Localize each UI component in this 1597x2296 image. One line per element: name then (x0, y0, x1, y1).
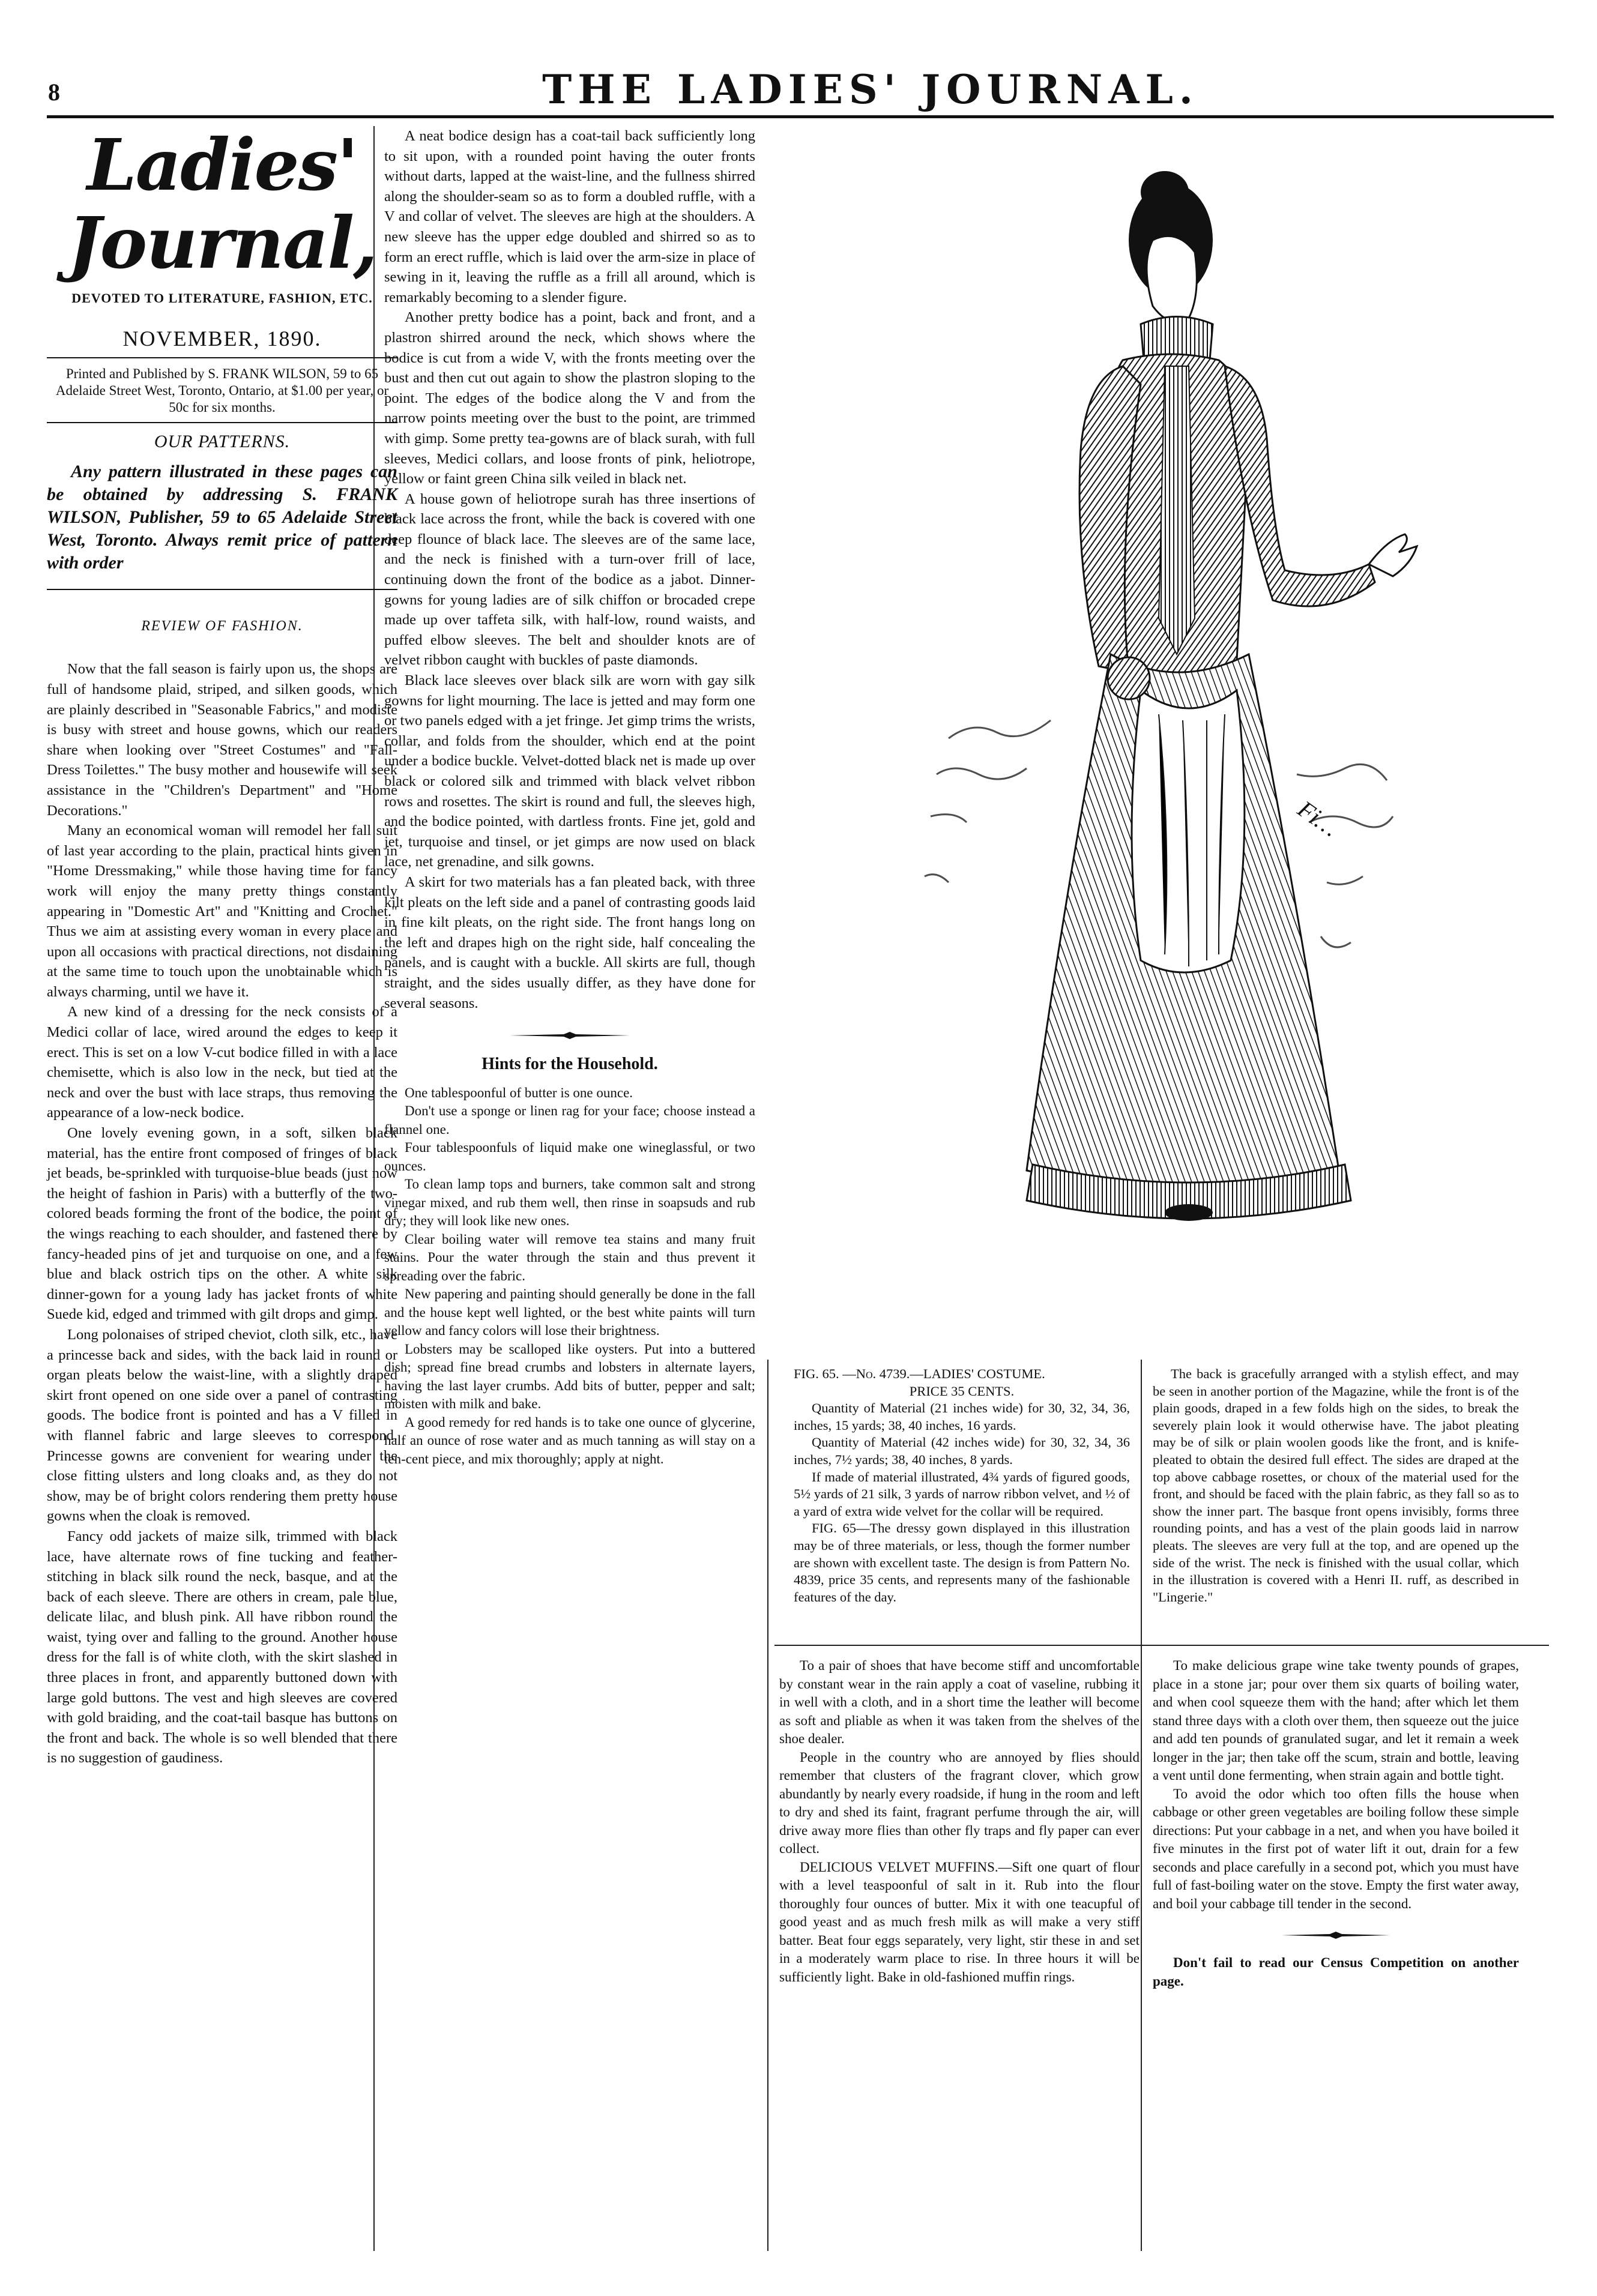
rule (47, 589, 397, 590)
hint-paragraph: To clean lamp tops and burners, take common salt and strong vinegar mixed, and rub them well, then rinse in soapsuds and rub dry; they will look like new ones. (384, 1177, 755, 1229)
top-rule (47, 115, 1554, 118)
column-1 (47, 123, 397, 1768)
review-paragraph: Now that the fall season is fairly upon us, the shops are full of handsome plaid, striped, and silken goods, which are plainly described in "Seasonable Fabrics," and modiste is busy with street and house gowns, which our readers share when looking over "Street Costumes" and "Fall-Dress Toilettes." The busy mother and housewife will seek assistance in the "Children's Department" and "Home Decorations." (47, 661, 397, 819)
hint-paragraph: New papering and painting should generally be done in the fall and the house kept well lighted, or the best white paints will turn yellow and fancy colors will lose their brightness. (384, 1286, 755, 1339)
caption-price: PRICE 35 CENTS. (909, 1383, 1015, 1399)
masthead-title: Ladies' Journal, (67, 123, 377, 285)
ladies-costume-figure-icon (768, 126, 1561, 1357)
review-paragraph: A new kind of a dressing for the neck consists of a Medici collar of lace, wired around the edges to keep it erect. This is set on a low V-cut bodice filled in with a lace chemisette, which is also low in the neck, but tied at the neck and over the bust with lace straps, thus removing the appearance of a low-neck bodice. (47, 1004, 397, 1121)
hint-paragraph: Lobsters may be scalloped like oysters. Put into a buttered dish; spread fine bread crumbs and lobsters in alternate layers, having the last layer crumbs. Add bits of butter, pepper and salt; moisten with milk and bake. (384, 1341, 755, 1412)
hint-paragraph: People in the country who are annoyed by flies should remember that clusters of the fragrant clover, which grow abundantly by nearly every roadside, if hung in the room and left to dry and shed its faint, fragrant perfume through the air, will drive away more flies than other fly traps and fly paper can ever collect. (779, 1749, 1140, 1856)
figure-description-text: The back is gracefully arranged with a stylish effect, and may be seen in another portion of the Magazine, while the front is of the plain goods, draped in a few folds high on the sides, to break the severely plain look it would otherwise have. The jabot pleating may be of silk or plain woolen goods like the front, and is knife-pleated to obtain the desired full effect. The sides are draped at the top above cabbage rosettes, or choux of the material used for the front, and should be faced with the plain fabric, as they fall so as to show the inner part. The basque front opens invisibly, forms three rounding points, and has a vest of the plain goods laid in narrow pleats. The sleeves are very full at the top, and are opened up the side of the wrist. The neck is finished with the usual collar, which in the illustration is covered with a Henri II. ruff, as described in "Lingerie." (1153, 1366, 1519, 1604)
rule (47, 422, 397, 423)
caption-paragraph: FIG. 65—The dressy gown displayed in this illustration may be of three materials, or less, though the former number are shown with excellent taste. The design is from Pattern No. 4839, price 35 cents, and represents many of the fashionable features of the day. (794, 1520, 1130, 1604)
hint-paragraph: To a pair of shoes that have become stiff and uncomfortable by constant wear in the rain apply a coat of vaseline, rubbing it in well with a cloth, and in a short time the leather will become as soft and pliable as when it was taken from the shelves of the shoe dealer. (779, 1658, 1140, 1746)
costume-illustration (768, 126, 1561, 1357)
ornament-rule-icon (1282, 1931, 1390, 1939)
caption-paragraph: Quantity of Material (21 inches wide) for 30, 32, 34, 36, inches, 15 yards; 38, 40 inches, 16 yards. (794, 1400, 1130, 1433)
hint-paragraph: To avoid the odor which too often fills the house when cabbage or other green vegetables are boiling follow these simple directions: Put your cabbage in a net, and when you have boiled it five minutes in the first pot of water lift it out, drain for a few seconds and place carefully in a second pot, which you must have full of fast-boiling water on the stove. Empty the first water away, and boil your cabbage till tender in the second. (1153, 1786, 1519, 1911)
hint-paragraph: Four tablespoonfuls of liquid make one wineglassful, or two ounces. (384, 1140, 755, 1174)
column-divider (767, 1360, 768, 2251)
section-ornament (1153, 1931, 1519, 1939)
review-paragraph: Many an economical woman will remodel her fall suit of last year according to the plain, practical hints given in "Home Dressmaking," while those having time for fancy work will enjoy the many pretty things constantly appearing in "Domestic Art" and "Knitting and Crochet." Thus we aim at assisting every woman in every place and upon all occasions with practical directions, not disdaining at the same time to touch upon the unobtainable which is always charming, until we have it. (47, 822, 397, 1000)
hint-paragraph: To make delicious grape wine take twenty pounds of grapes, place in a stone jar; pour over them six quarts of boiling water, and when cool squeeze them with the hand; after which let them stand three days with a cloth over them, then squeeze out the juice and add ten pounds of granulated sugar, and let it remain a week longer in the jar; then take off the scum, strain and bottle, leaving a vent until done fermenting, when strain again and bottle tight. (1153, 1658, 1519, 1783)
column-2 (384, 126, 755, 1468)
caption-paragraph: Quantity of Material (42 inches wide) for 30, 32, 34, 36 inches, 7½ yards; 38, 40 inches, 8 yards. (794, 1435, 1130, 1467)
review-paragraph: A skirt for two materials has a fan pleated back, with three kilt pleats on the left side and a panel of contrasting goods laid in fine kilt pleats, on the right side. The front hangs long on the left and drapes high on the right side, half concealing the panels, and is caught with a buckle. All skirts are full, though straight, and the sides usually differ, as they have done for several seasons. (384, 873, 755, 1011)
column-divider (1141, 1360, 1142, 2251)
review-paragraph: One lovely evening gown, in a soft, silken black material, has the entire front composed of fringes of black jet beads, be-sprinkled with turquoise-blue beads (just now the height of fashion in Paris) with a butterfly of the two-colored beads forming the front of the bodice, the point of the wings reaching to each shoulder, and fastened there by fancy-headed pins of jet and turquoise on one, and a few blue and black ostrich tips on the other. A white silk dinner-gown for a young lady has jacket fronts of white Suede kid, edged and trimmed with gilt drops and gimp. (47, 1125, 397, 1323)
caption-title: FIG. 65. —No. 4739.—LADIES' COSTUME. (794, 1366, 1045, 1381)
running-head: THE LADIES' JOURNAL. (542, 66, 1199, 113)
census-note: Don't fail to read our Census Competition on another page. (1153, 1955, 1519, 1989)
column-3 (779, 1657, 1140, 1986)
review-paragraph: A house gown of heliotrope surah has three insertions of black lace across the front, while the back is covered with one deep flounce of black lace. The sleeves are of the same lace, and the neck is finished with a turn-over frill of lace, continuing down the front of the bodice as a jabot. Dinner-gowns for young ladies are of silk chiffon or brocaded crepe made up over taffeta silk, with half-low, round waists, and puffed elbow sleeves. The belt and shoulder knots are of velvet ribbon caught with buckles of paste diamonds. (384, 490, 755, 669)
hint-paragraph: A good remedy for red hands is to take one ounce of glycerine, half an ounce of rose water and as much tanning as will stay on a ten-cent piece, and mix thoroughly; apply at night. (384, 1414, 755, 1466)
caption-paragraph: If made of material illustrated, 4¾ yards of figured goods, 5½ yards of 21 silk, 3 yards of narrow ribbon velvet, and ½ of a yard of extra wide velvet for the collar will be required. (794, 1469, 1130, 1519)
section-rule (774, 1645, 1549, 1646)
review-paragraph: Long polonaises of striped cheviot, cloth silk, etc., have a princesse back and sides, with the back laid in round or organ pleats below the waist-line, with a slightly draped skirt front opened on one side over a panel of contrasting goods. The bodice front is pointed and has a V filled in with flannel fabric and large sleeves to correspond. Princesse gowns are convenient for wearing under the close fitting ulsters and long cloaks and, as they do not show, may be of bright colors rendering them pretty house gowns when the cloak is removed. (47, 1326, 397, 1525)
issue-date: NOVEMBER, 1890. (122, 326, 322, 351)
figure-caption (794, 1366, 1130, 1606)
section-ornament (384, 1031, 755, 1040)
artist-signature: Fi… (1293, 795, 1344, 842)
column-4 (1153, 1657, 1519, 1990)
review-paragraph: Black lace sleeves over black silk are worn with gay silk gowns for light mourning. The lace is jetted and may form one or two panels edged with a jet fringe. Jet gimp trims the wrists, collar, and folds from the shoulder, which end at the point under a bodice buckle. Velvet-dotted black net is made up over black or colored silk and trimmed with black velvet ribbon rows and rosettes. The skirt is round and full, the sleeves high, and the bodice pointed, with dartless fronts. Fine jet, gold and jet, turquoise and tinsel, or jet gimps are now used on black lace, net grenadine, and silk gowns. (384, 672, 755, 870)
our-patterns-heading: OUR PATTERNS. (154, 432, 291, 452)
hint-paragraph: DELICIOUS VELVET MUFFINS.—Sift one quart of flour with a level teaspoonful of salt in it. Rub into the flour thoroughly four ounces of butter. Mix it with one teacupful of good yeast and as much fresh milk as will make a very stiff batter. Beat four eggs separately, very light, stir these in and set in a moderately warm place to rise. In three hours it will be sufficiently light. Bake in old-fashioned muffin rings. (779, 1859, 1140, 1984)
review-paragraph: A neat bodice design has a coat-tail back sufficiently long to sit upon, with a rounded point having the outer fronts without darts, lapped at the waist-line, and the fullness shirred along the shoulder-seam so as to form a doubled ruffle, with a V and collar of velvet. The sleeves are high at the shoulders. A new sleeve has the upper edge doubled and shirred so as to form an erect ruffle, which is laid over the arm-size in place of sewing in it, leaving the ruffle as a frill all around, which is remarkably becoming to a slender figure. (384, 128, 755, 306)
review-heading: REVIEW OF FASHION. (141, 618, 303, 634)
hint-paragraph: Don't use a sponge or linen rag for your face; choose instead a flannel one. (384, 1103, 755, 1137)
hints-heading: Hints for the Household. (482, 1055, 658, 1074)
review-paragraph: Fancy odd jackets of maize silk, trimmed with black lace, have alternate rows of fine tucking and feather-stitching in black silk round the neck, basque, and at the back of each sleeve. There are others in cream, pale blue, delicate lilac, and blush pink. All have ribbon round the waist, tying over and falling to the ground. Another house dress for the fall is of white cloth, with the skirt slashed in three places in front, and apparently buttoned down with large gold buttons. The vest and high sleeves are covered with gold braiding, and the coat-tail basque has buttons on the front and back. The whole is so well blended that there is no suggestion of gaudiness. (47, 1528, 397, 1767)
masthead-devoted: DEVOTED TO LITERATURE, FASHION, ETC. (71, 291, 373, 306)
printed-by: Printed and Published by S. FRANK WILSON, 59 to 65 Adelaide Street West, Toronto, Ontario, at $1.00 per year, or 50c for six months. (55, 366, 389, 415)
page-number: 8 (48, 79, 60, 106)
figure-description (1153, 1366, 1519, 1606)
rule (47, 357, 397, 358)
hint-paragraph: Clear boiling water will remove tea stains and many fruit stains. Pour the water through the stain and thus prevent it spreading over the fabric. (384, 1231, 755, 1283)
ornament-rule-icon (510, 1031, 630, 1040)
our-patterns-text: Any pattern illustrated in these pages can be obtained by addressing S. FRANK WILSON, Publisher, 59 to 65 Adelaide Street West, Toronto. Always remit price of pattern with order (47, 461, 397, 573)
review-paragraph: Another pretty bodice has a point, back and front, and a plastron shirred around the neck, which shows where the bodice is cut from a wide V, with the fronts meeting over the bust and then cut out again to show the plastron sloping to the point. The edges of the bodice along the V and from the narrow points meeting over the bust to the point, are trimmed with gimp. Some pretty tea-gowns are of black surah, with full sleeves, Medici collars, and loose fronts of pink, heliotrope, yellow or faint green China silk veiled in black net. (384, 309, 755, 487)
hint-paragraph: One tablespoonful of butter is one ounce. (405, 1085, 633, 1100)
